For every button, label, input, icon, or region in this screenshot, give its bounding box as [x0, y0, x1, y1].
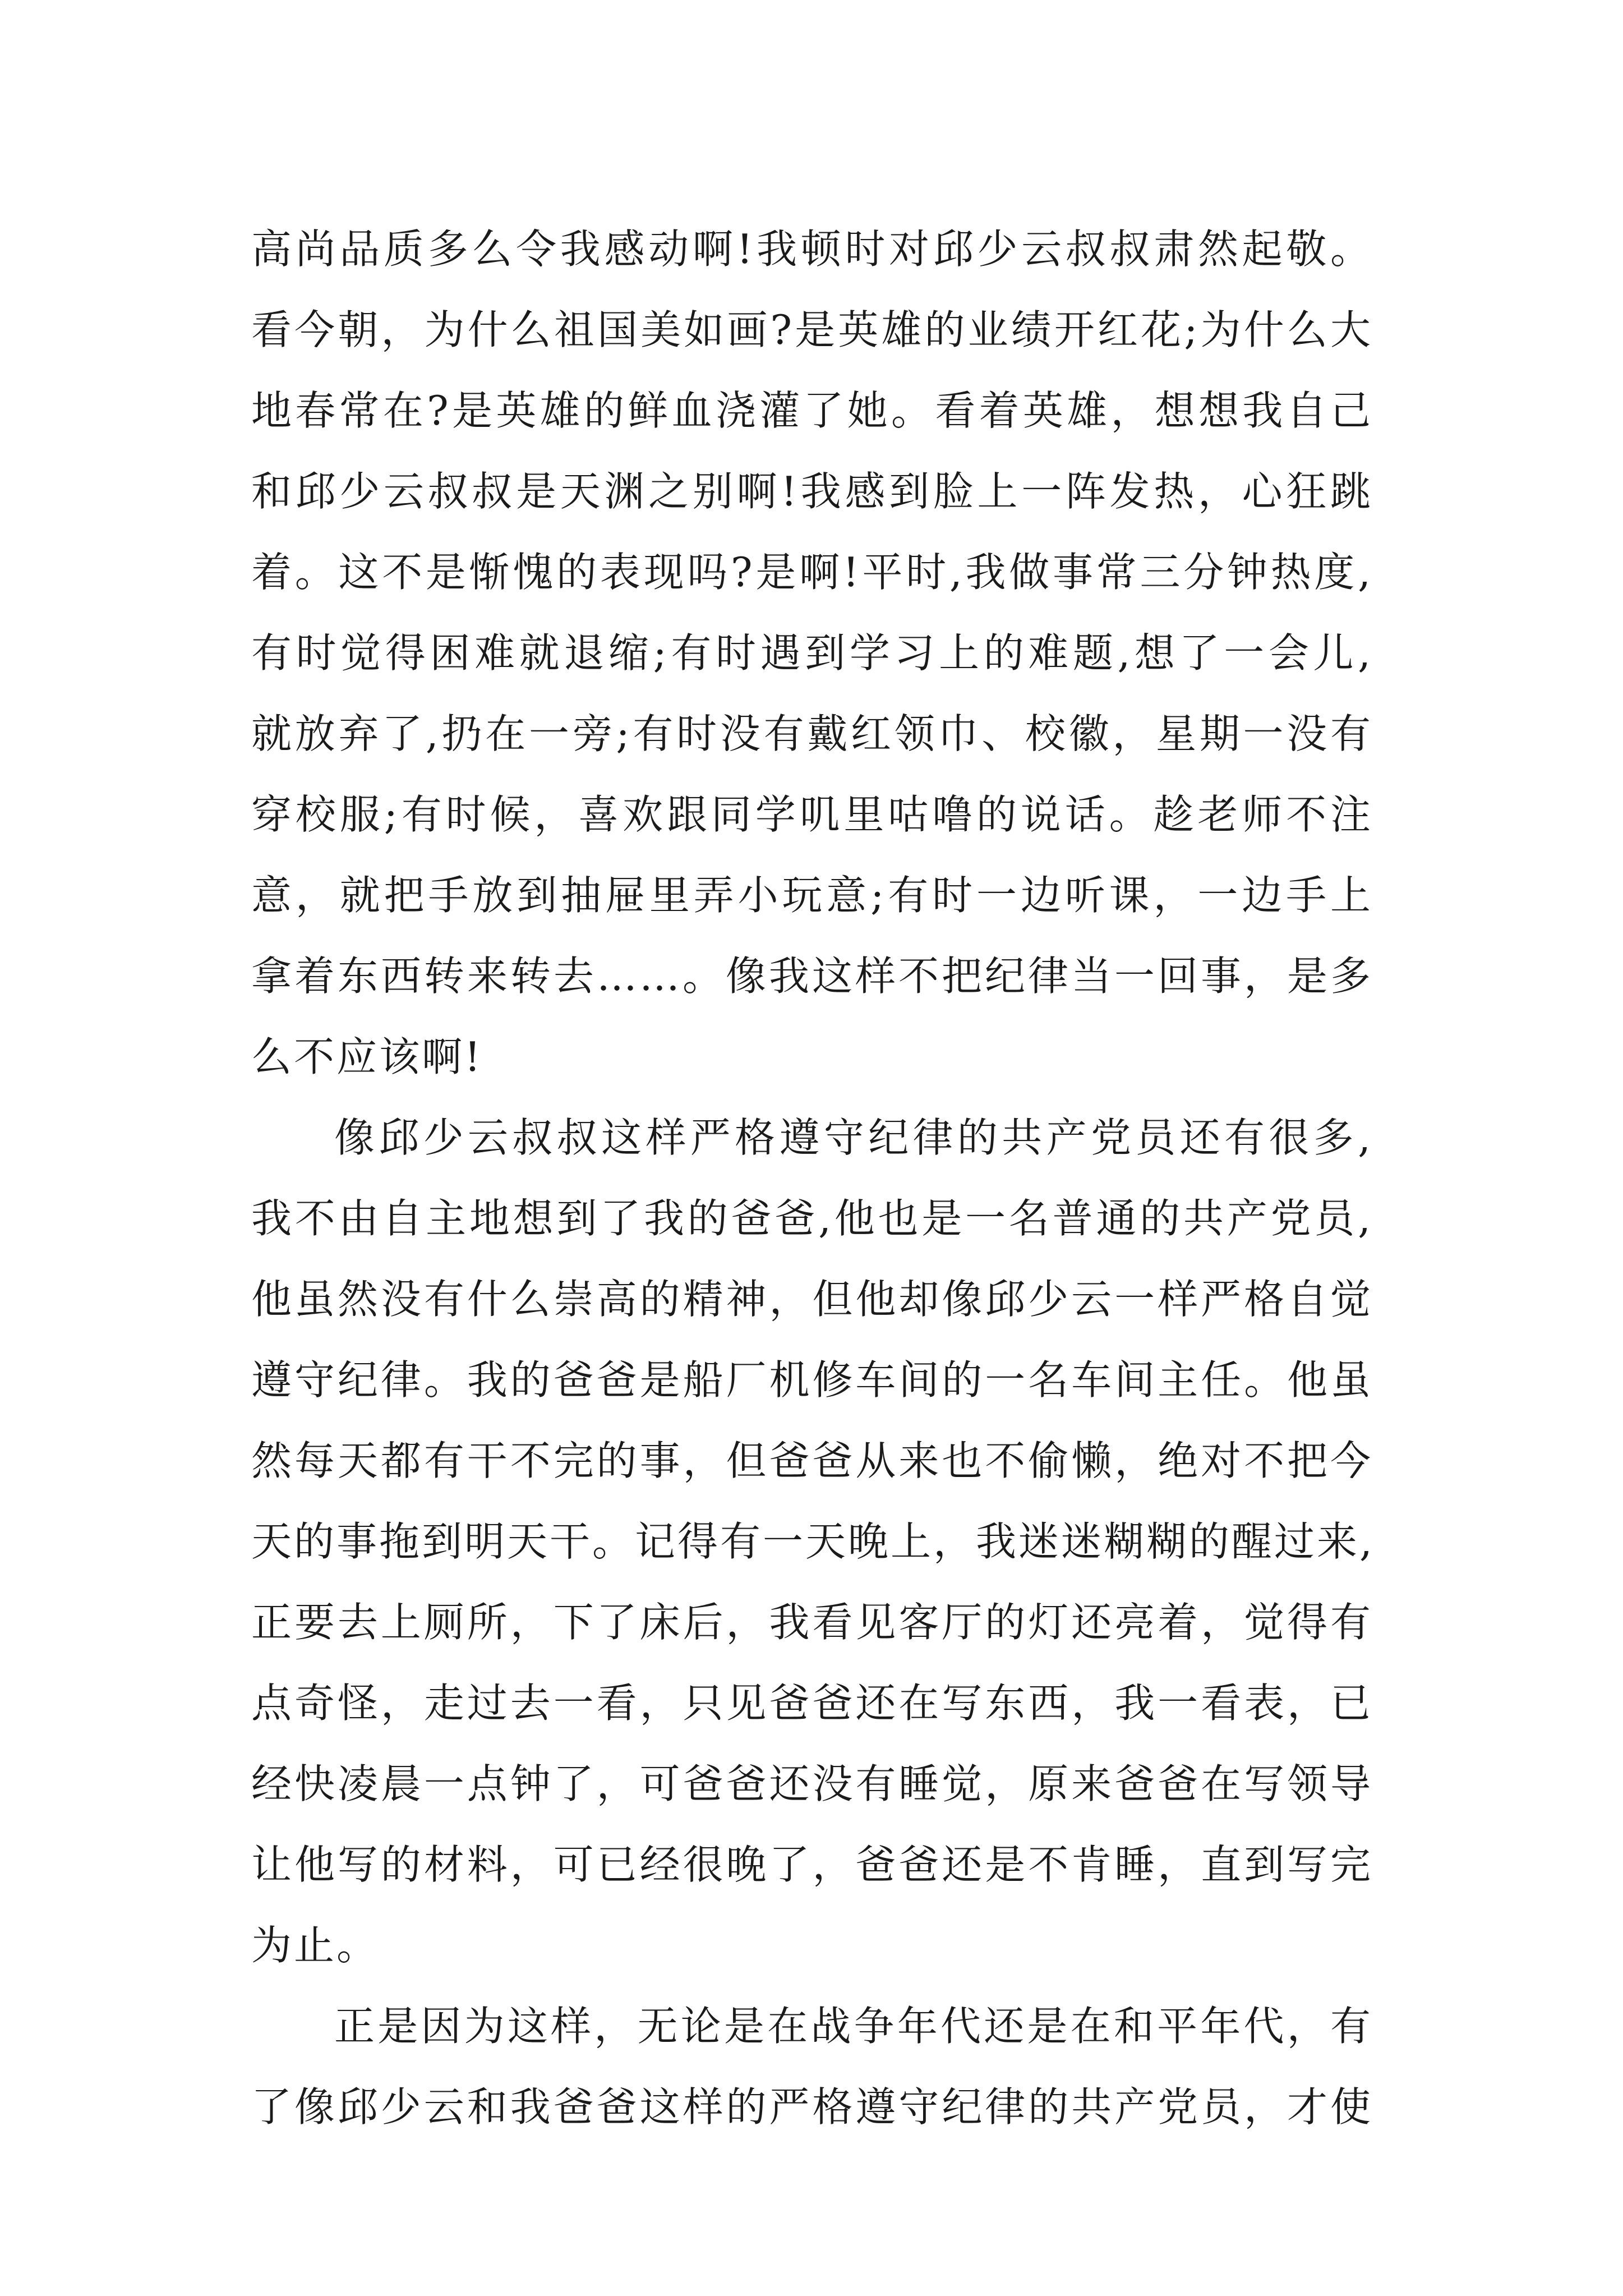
- text-line: 着。这不是惭愧的表现吗?是啊!平时,我做事常三分钟热度,: [251, 549, 1373, 596]
- body-text: [251, 209, 1373, 2147]
- text-line: 么不应该啊!: [251, 1033, 483, 1080]
- text-line: 拿着东西转来转去……。像我这样不把纪律当一回事，是多: [251, 953, 1373, 1000]
- text-line: 正要去上厕所，下了床后，我看见客厅的灯还亮着，觉得有: [251, 1599, 1373, 1646]
- text-line: 点奇怪，走过去一看，只见爸爸还在写东西，我一看表，已: [251, 1680, 1373, 1727]
- text-line: 就放弃了,扔在一旁;有时没有戴红领巾、校徽，星期一没有: [251, 710, 1373, 757]
- paragraph-first-line: 正是因为这样，无论是在战争年代还是在和平年代，有: [334, 2003, 1373, 2050]
- text-line: 为止。: [251, 1922, 380, 1969]
- text-line: 有时觉得困难就退缩;有时遇到学习上的难题,想了一会儿,: [251, 629, 1373, 677]
- text-line: 天的事拖到明天干。记得有一天晚上，我迷迷糊糊的醒过来,: [251, 1518, 1375, 1565]
- text-line: 高尚品质多么令我感动啊!我顿时对邱少云叔叔肃然起敬。: [251, 226, 1373, 273]
- paragraph-first-line: 像邱少云叔叔这样严格遵守纪律的共产党员还有很多,: [334, 1114, 1373, 1161]
- text-line: 他虽然没有什么崇高的精神，但他却像邱少云一样严格自觉: [251, 1276, 1373, 1323]
- text-line: 和邱少云叔叔是天渊之别啊!我感到脸上一阵发热，心狂跳: [251, 468, 1373, 515]
- text-line: 遵守纪律。我的爸爸是船厂机修车间的一名车间主任。他虽: [251, 1356, 1373, 1404]
- text-line: 经快凌晨一点钟了，可爸爸还没有睡觉，原来爸爸在写领导: [251, 1760, 1373, 1807]
- text-line: 看今朝，为什么祖国美如画?是英雄的业绩开红花;为什么大: [251, 306, 1373, 353]
- text-line: 穿校服;有时候，喜欢跟同学叽里咕噜的说话。趁老师不注: [251, 791, 1373, 838]
- text-line: 然每天都有干不完的事，但爸爸从来也不偷懒，绝对不把今: [251, 1437, 1373, 1484]
- text-line: 了像邱少云和我爸爸这样的严格遵守纪律的共产党员，才使: [251, 2083, 1373, 2131]
- text-line: 我不由自主地想到了我的爸爸,他也是一名普通的共产党员,: [251, 1195, 1373, 1242]
- text-line: 意，就把手放到抽屉里弄小玩意;有时一边听课，一边手上: [251, 872, 1373, 919]
- text-line: 地春常在?是英雄的鲜血浇灌了她。看着英雄，想想我自己: [251, 387, 1373, 434]
- text-line: 让他写的材料，可已经很晚了，爸爸还是不肯睡，直到写完: [251, 1841, 1373, 1888]
